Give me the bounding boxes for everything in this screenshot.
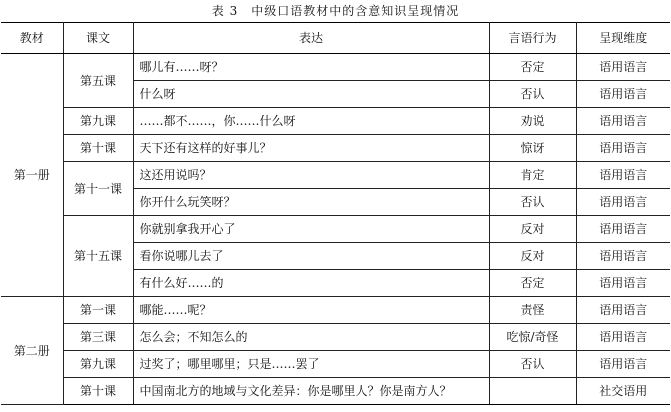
volume-cell: 第一册 <box>1 54 63 297</box>
lesson-cell: 第一课 <box>63 297 133 324</box>
header-dimension: 呈现维度 <box>576 23 670 54</box>
speech-act-cell: 吃惊/奇怪 <box>489 324 576 351</box>
table-row <box>1 108 670 135</box>
expression-cell: 天下还有这样的好事儿？ <box>133 135 489 162</box>
dimension-cell: 语用语言 <box>576 351 670 378</box>
expression-cell: 看你说哪儿去了 <box>133 243 489 270</box>
dimension-cell: 语用语言 <box>576 108 670 135</box>
speech-act-cell: 肯定 <box>489 162 576 189</box>
lesson-cell: 第三课 <box>63 324 133 351</box>
table-row <box>1 54 670 81</box>
table-row <box>1 216 670 243</box>
speech-act-cell: 否认 <box>489 189 576 216</box>
speech-act-cell: 劝说 <box>489 108 576 135</box>
dimension-cell: 语用语言 <box>576 324 670 351</box>
table-row <box>1 378 670 405</box>
speech-act-cell: 否定 <box>489 270 576 297</box>
expression-cell: 中国南北方的地域与文化差异：你是哪里人？你是南方人？ <box>133 378 489 405</box>
expression-cell: 什么呀 <box>133 81 489 108</box>
speech-act-cell <box>489 378 576 405</box>
speech-act-cell: 责怪 <box>489 297 576 324</box>
dimension-cell: 语用语言 <box>576 162 670 189</box>
expression-cell: 过奖了；哪里哪里；只是……罢了 <box>133 351 489 378</box>
lesson-cell: 第十课 <box>63 135 133 162</box>
expression-cell: 有什么好……的 <box>133 270 489 297</box>
header-expression: 表达 <box>133 23 489 54</box>
speech-act-cell: 否定 <box>489 54 576 81</box>
dimension-cell: 语用语言 <box>576 297 670 324</box>
table-body <box>1 54 670 405</box>
expression-cell: 怎么会；不知怎么的 <box>133 324 489 351</box>
dimension-cell: 语用语言 <box>576 135 670 162</box>
table-row <box>1 351 670 378</box>
dimension-cell: 语用语言 <box>576 54 670 81</box>
expression-cell: 哪能……呢？ <box>133 297 489 324</box>
header-lesson: 课文 <box>63 23 133 54</box>
lesson-cell: 第十课 <box>63 378 133 405</box>
lesson-cell: 第十一课 <box>63 162 133 216</box>
lesson-cell: 第九课 <box>63 108 133 135</box>
dimension-cell: 语用语言 <box>576 81 670 108</box>
table-caption: 表 3 中级口语教材中的含意知识呈现情况 <box>211 4 460 18</box>
dimension-cell: 语用语言 <box>576 270 670 297</box>
speech-act-cell: 否认 <box>489 81 576 108</box>
expression-cell: ……都不……，你……什么呀 <box>133 108 489 135</box>
volume-cell: 第二册 <box>1 297 63 405</box>
speech-act-cell: 反对 <box>489 243 576 270</box>
table-row <box>1 162 670 189</box>
header-speech-act: 言语行为 <box>489 23 576 54</box>
speech-act-cell: 反对 <box>489 216 576 243</box>
header-row <box>1 23 670 54</box>
table-row <box>1 324 670 351</box>
speech-act-cell: 否认 <box>489 351 576 378</box>
table-row <box>1 135 670 162</box>
pragmatic-knowledge-table <box>1 22 670 405</box>
header-textbook: 教材 <box>1 23 63 54</box>
lesson-cell: 第五课 <box>63 54 133 108</box>
lesson-cell: 第九课 <box>63 351 133 378</box>
dimension-cell: 语用语言 <box>576 189 670 216</box>
expression-cell: 你开什么玩笑呀？ <box>133 189 489 216</box>
dimension-cell: 语用语言 <box>576 243 670 270</box>
table-row <box>1 297 670 324</box>
speech-act-cell: 惊讶 <box>489 135 576 162</box>
expression-cell: 这还用说吗？ <box>133 162 489 189</box>
expression-cell: 你就别拿我开心了 <box>133 216 489 243</box>
dimension-cell: 社交语用 <box>576 378 670 405</box>
expression-cell: 哪儿有……呀？ <box>133 54 489 81</box>
dimension-cell: 语用语言 <box>576 216 670 243</box>
lesson-cell: 第十五课 <box>63 216 133 297</box>
